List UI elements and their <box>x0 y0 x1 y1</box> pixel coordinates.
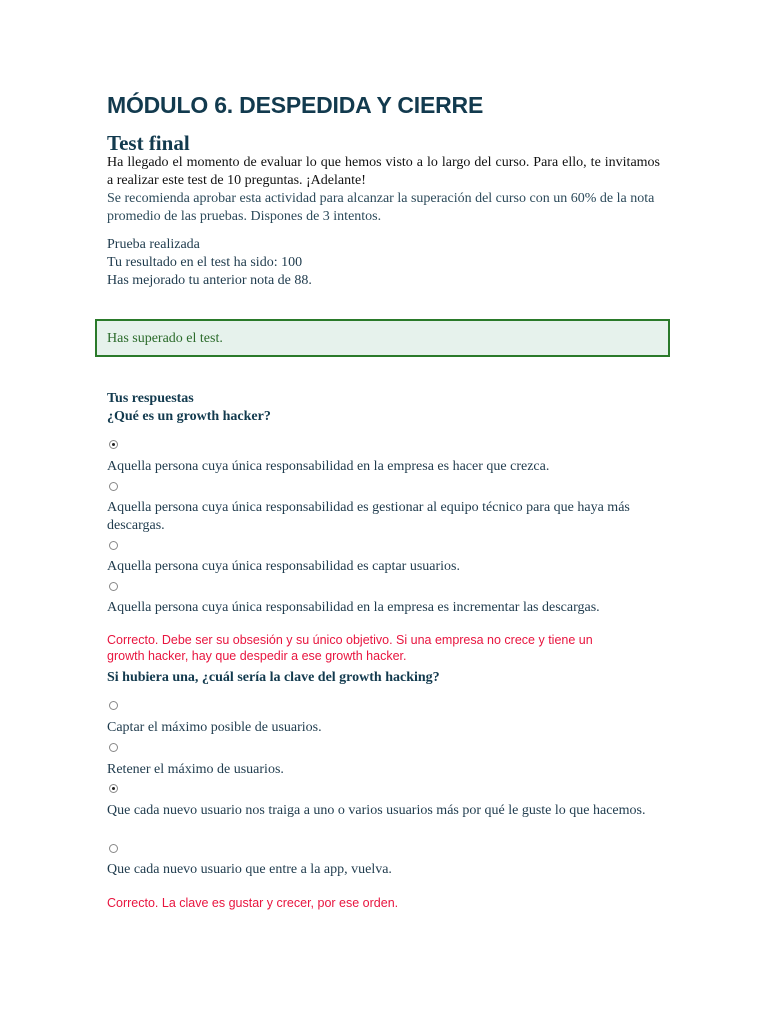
radio-q1-option-3[interactable] <box>109 541 118 550</box>
radio-q1-option-2[interactable] <box>109 482 118 491</box>
result-block <box>107 236 312 290</box>
option-q2-4: Que cada nuevo usuario que entre a la app, vuelva. <box>107 862 392 877</box>
radio-q1-option-4[interactable] <box>109 582 118 591</box>
radio-q2-option-1[interactable] <box>109 701 118 710</box>
answers-title: Tus respuestas <box>107 391 194 406</box>
option-q1-2: Aquella persona cuya única responsabilidad es gestionar al equipo técnico para que haya más descargas. <box>107 500 630 533</box>
module-title: MÓDULO 6. DESPEDIDA Y CIERRE <box>107 92 484 118</box>
option-q1-4: Aquella persona cuya única responsabilidad en la empresa es incrementar las descargas. <box>107 600 600 615</box>
radio-q1-option-1[interactable] <box>109 440 118 449</box>
radio-q2-option-2[interactable] <box>109 743 118 752</box>
success-banner <box>95 319 670 357</box>
option-q1-3: Aquella persona cuya única responsabilidad es captar usuarios. <box>107 559 460 574</box>
option-q2-2: Retener el máximo de usuarios. <box>107 762 284 777</box>
feedback-q2: Correcto. La clave es gustar y crecer, por ese orden. <box>107 896 399 910</box>
success-message: Has superado el test. <box>107 331 223 346</box>
option-q2-3: Que cada nuevo usuario nos traiga a uno o varios usuarios más por qué le guste lo que hacemos. <box>107 803 646 818</box>
feedback-q1: Correcto. Debe ser su obsesión y su único objetivo. Si una empresa no crece y tiene un growth hacker, hay que despedir a ese growth hacker. <box>107 633 593 663</box>
result-improvement: Has mejorado tu anterior nota de 88. <box>107 273 312 288</box>
option-q1-1: Aquella persona cuya única responsabilidad en la empresa es hacer que crezca. <box>107 459 550 474</box>
result-score: Tu resultado en el test ha sido: 100 <box>107 255 303 270</box>
question-2: Si hubiera una, ¿cuál sería la clave del growth hacking? <box>107 670 440 685</box>
test-title: Test final <box>107 131 190 155</box>
result-status: Prueba realizada <box>107 237 200 252</box>
intro-text: Ha llegado el momento de evaluar lo que hemos visto a lo largo del curso. Para ello, te invitamos a realizar este test de 10 preguntas. ¡Adelante! <box>107 155 660 188</box>
question-1: ¿Qué es un growth hacker? <box>107 409 271 424</box>
radio-q2-option-3[interactable] <box>109 784 118 793</box>
option-q2-1: Captar el máximo posible de usuarios. <box>107 720 322 735</box>
radio-q2-option-4[interactable] <box>109 844 118 853</box>
recommendation-text: Se recomienda aprobar esta actividad para alcanzar la superación del curso con un 60% de la nota promedio de las pruebas. Dispones de 3 intentos. <box>107 191 655 224</box>
